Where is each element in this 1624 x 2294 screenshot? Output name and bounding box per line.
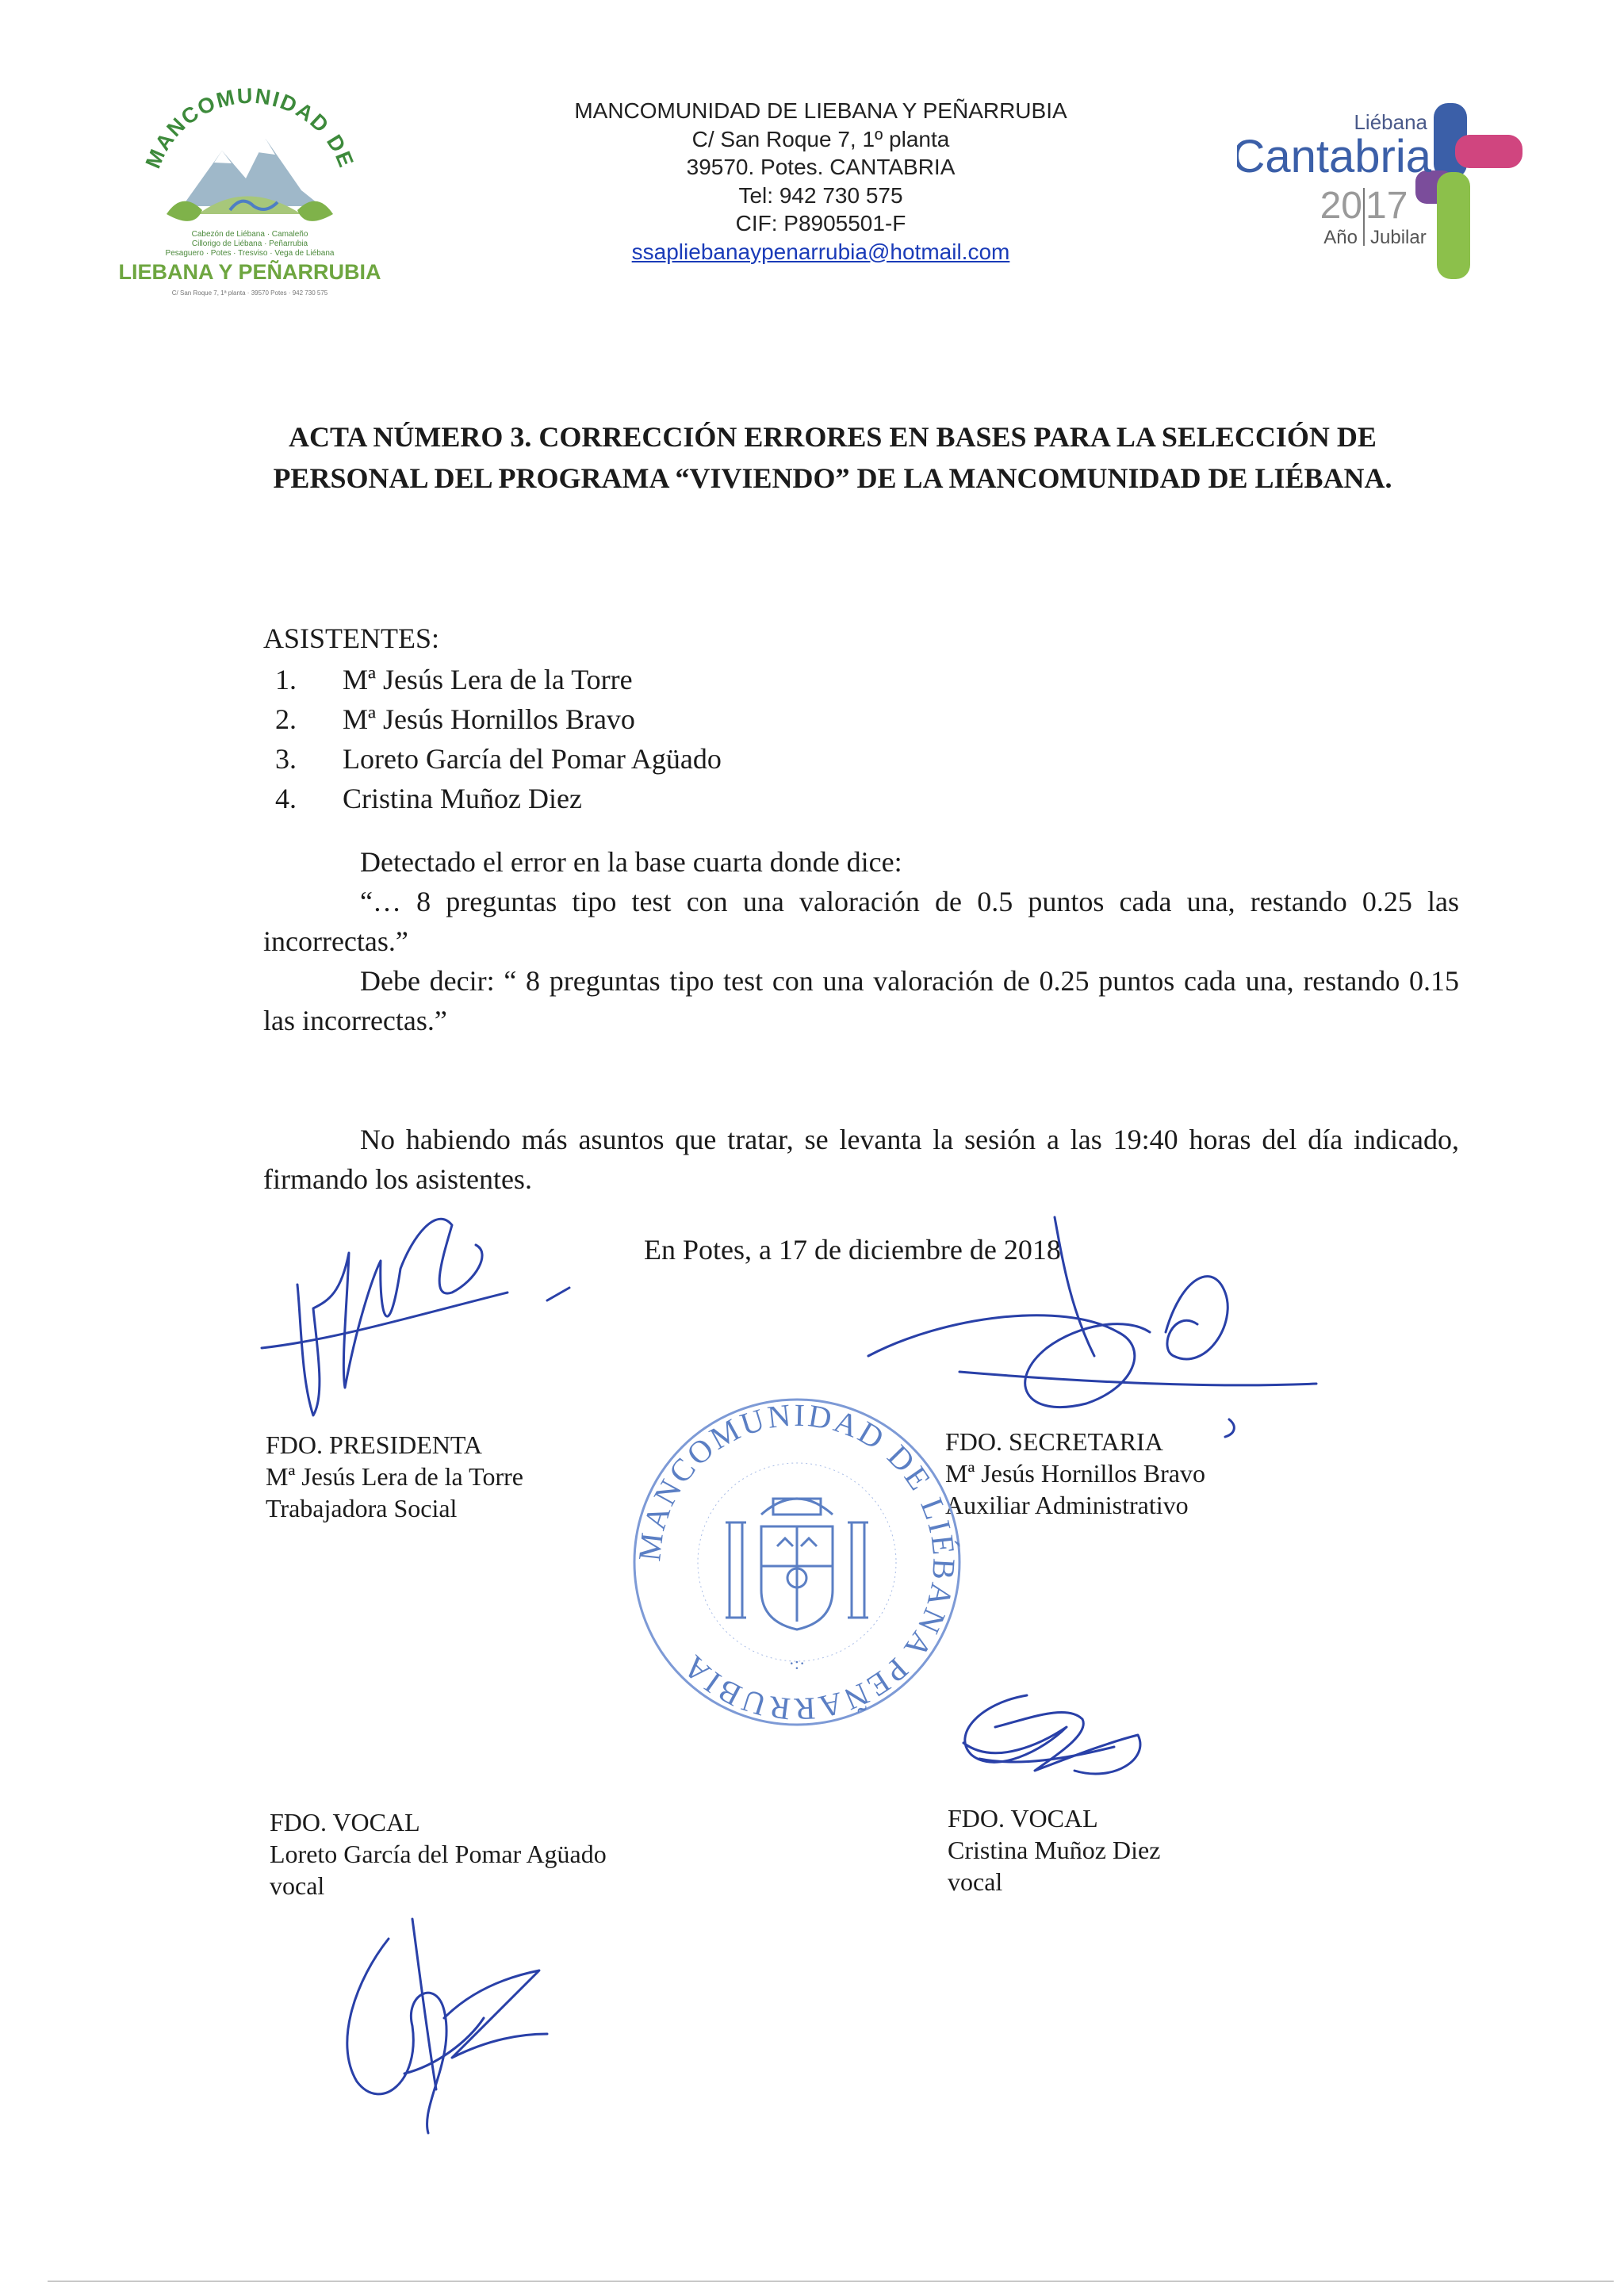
logo-top-text: Liébana bbox=[1354, 110, 1427, 134]
list-item-name: Cristina Muñoz Diez bbox=[343, 783, 582, 814]
list-item-number: 2. bbox=[275, 703, 297, 735]
org-cif: CIF: P8905501-F bbox=[735, 211, 906, 236]
handwritten-signature-vocal-2 bbox=[948, 1679, 1154, 1798]
logo-sub-a: Año bbox=[1323, 227, 1358, 248]
logo-towns-2: Cillorigo de Liébana · Peñarrubia bbox=[191, 239, 308, 248]
signer-title: vocal bbox=[948, 1867, 1003, 1896]
signer-title: vocal bbox=[270, 1871, 325, 1900]
org-phone: Tel: 942 730 575 bbox=[738, 182, 903, 208]
signer-title: Auxiliar Administrativo bbox=[945, 1491, 1189, 1519]
document-title bbox=[206, 416, 1459, 499]
signer-name: Cristina Muñoz Diez bbox=[948, 1836, 1161, 1864]
list-item bbox=[263, 739, 1459, 779]
signer-name: Mª Jesús Hornillos Bravo bbox=[945, 1459, 1205, 1488]
error-quote: “… 8 preguntas tipo test con una valoración de 0.5 puntos cada una, restando 0.25 las incorrectas.” bbox=[263, 886, 1459, 957]
list-item-number: 1. bbox=[275, 664, 297, 695]
org-email-link[interactable]: ssapliebanaypenarrubia@hotmail.com bbox=[631, 239, 1010, 264]
handwritten-signature-vocal-1 bbox=[325, 1915, 555, 2141]
signer-role: FDO. SECRETARIA bbox=[945, 1427, 1163, 1456]
title-line-1: ACTA NÚMERO 3. CORRECCIÓN ERRORES EN BASES PARA LA SELECCIÓN DE bbox=[289, 421, 1377, 453]
logo-year-a: 20 bbox=[1320, 185, 1362, 227]
seal-text: MANCOMUNIDAD DE LIÉBANA PEÑARRUBIA bbox=[631, 1396, 963, 1728]
logo-towns-3: Pesaguero · Potes · Tresviso · Vega de Liébana bbox=[165, 249, 335, 258]
org-city: 39570. Potes. CANTABRIA bbox=[686, 155, 956, 179]
signer-name: Loreto García del Pomar Agüado bbox=[270, 1840, 607, 1868]
signature-block-vocal-2 bbox=[948, 1802, 1160, 1898]
correction-text: Debe decir: “ 8 preguntas tipo test con una valoración de 0.25 puntos cada una, restando 0.15 las incorrectas.” bbox=[263, 965, 1459, 1036]
handwritten-signature-presidenta bbox=[254, 1205, 587, 1427]
list-item bbox=[263, 660, 1459, 699]
signer-role: FDO. PRESIDENTA bbox=[266, 1430, 483, 1459]
list-item bbox=[263, 699, 1459, 739]
logo-sub-b: Jubilar bbox=[1370, 227, 1427, 248]
bottom-divider bbox=[48, 2281, 1614, 2282]
signer-role: FDO. VOCAL bbox=[270, 1808, 420, 1836]
logo-towns-1: Cabezón de Liébana · Camaleño bbox=[191, 230, 308, 239]
signature-block-presidenta bbox=[266, 1429, 523, 1524]
mancomunidad-logo bbox=[119, 79, 381, 305]
list-item-number: 4. bbox=[275, 783, 297, 814]
org-name: MANCOMUNIDAD DE LIEBANA Y PEÑARRUBIA bbox=[574, 98, 1067, 123]
logo-main-text: Cantabria bbox=[1237, 131, 1431, 182]
closing-paragraph: No habiendo más asuntos que tratar, se levanta la sesión a las 19:40 horas del día indicado, firmando los asistentes. bbox=[263, 1124, 1459, 1195]
svg-text:·:·: ·:· bbox=[788, 1653, 806, 1673]
logo-name: LIEBANA Y PEÑARRUBIA bbox=[119, 260, 381, 284]
signer-title: Trabajadora Social bbox=[266, 1494, 458, 1522]
logo-year-b: 17 bbox=[1365, 185, 1408, 227]
org-header bbox=[444, 97, 1197, 266]
asistentes-label: ASISTENTES: bbox=[263, 622, 440, 654]
signer-role: FDO. VOCAL bbox=[948, 1804, 1098, 1833]
cantabria-2017-logo bbox=[1237, 99, 1530, 281]
list-item-name: Loreto García del Pomar Agüado bbox=[343, 743, 722, 775]
signature-block-vocal-1 bbox=[270, 1806, 607, 1901]
document-body bbox=[263, 618, 1459, 1199]
svg-text:MANCOMUNIDAD DE bbox=[141, 84, 358, 172]
place-date: En Potes, a 17 de diciembre de 2018 bbox=[644, 1234, 1061, 1266]
list-item-name: Mª Jesús Lera de la Torre bbox=[343, 664, 633, 695]
official-seal bbox=[630, 1396, 963, 1729]
logo-arc-text: MANCOMUNIDAD DE bbox=[140, 83, 359, 172]
asistentes-list bbox=[263, 660, 1459, 818]
title-line-2: PERSONAL DEL PROGRAMA “VIVIENDO” DE LA MANCOMUNIDAD DE LIÉBANA. bbox=[273, 462, 1392, 494]
logo-address: C/ San Roque 7, 1ª planta · 39570 Potes · 942 730 575 bbox=[171, 289, 328, 297]
list-item bbox=[263, 779, 1459, 818]
error-intro: Detectado el error en la base cuarta donde dice: bbox=[360, 846, 902, 878]
list-item-number: 3. bbox=[275, 743, 297, 775]
org-address: C/ San Roque 7, 1º planta bbox=[691, 126, 950, 151]
signer-name: Mª Jesús Lera de la Torre bbox=[266, 1462, 523, 1491]
list-item-name: Mª Jesús Hornillos Bravo bbox=[343, 703, 635, 735]
